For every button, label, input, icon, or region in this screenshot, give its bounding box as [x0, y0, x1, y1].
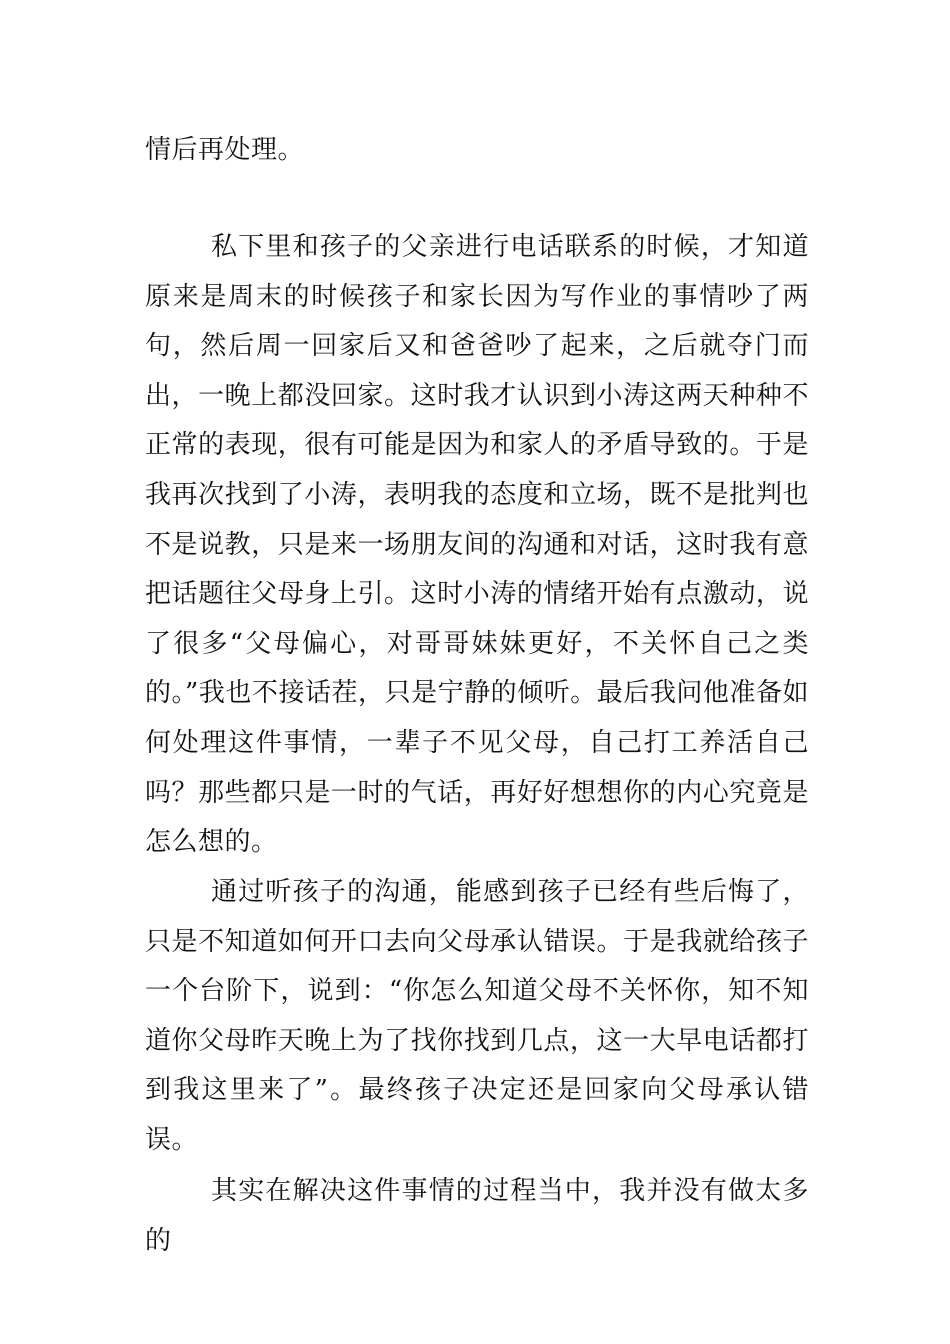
paragraph-reflection: 其实在解决这件事情的过程当中，我并没有做太多的 [145, 1176, 809, 1256]
paragraph-continuation: 情后再处理。 [145, 135, 305, 165]
paragraph-communication: 通过听孩子的沟通，能感到孩子已经有些后悔了，只是不知道如何开口去向父母承认错误。于是我就给孩子一个台阶下，说到：“你怎么知道父母不关怀你，知不知道你父母昨天晚上为了找你找到几点，这一大早电话都打到我这里来了”。最终孩子决定还是回家向父母承认错误。 [145, 877, 809, 1155]
paragraph-phone-contact: 私下里和孩子的父亲进行电话联系的时候，才知道原来是周末的时候孩子和家长因为写作业的事情吵了两句，然后周一回家后又和爸爸吵了起来，之后就夺门而出，一晚上都没回家。这时我才认识到小涛这两天种种不正常的表现，很有可能是因为和家人的矛盾导致的。于是我再次找到了小涛，表明我的态度和立场，既不是批判也不是说教，只是来一场朋友间的沟通和对话，这时我有意把话题往父母身上引。这时小涛的情绪开始有点激动，说了很多“父母偏心，对哥哥妹妹更好，不关怀自己之类的。”我也不接话茬，只是宁静的倾听。最后我问他准备如何处理这件事情，一辈子不见父母，自己打工养活自己吗？那些都只是一时的气话，再好好想想你的内心究竟是怎么想的。 [145, 232, 809, 858]
